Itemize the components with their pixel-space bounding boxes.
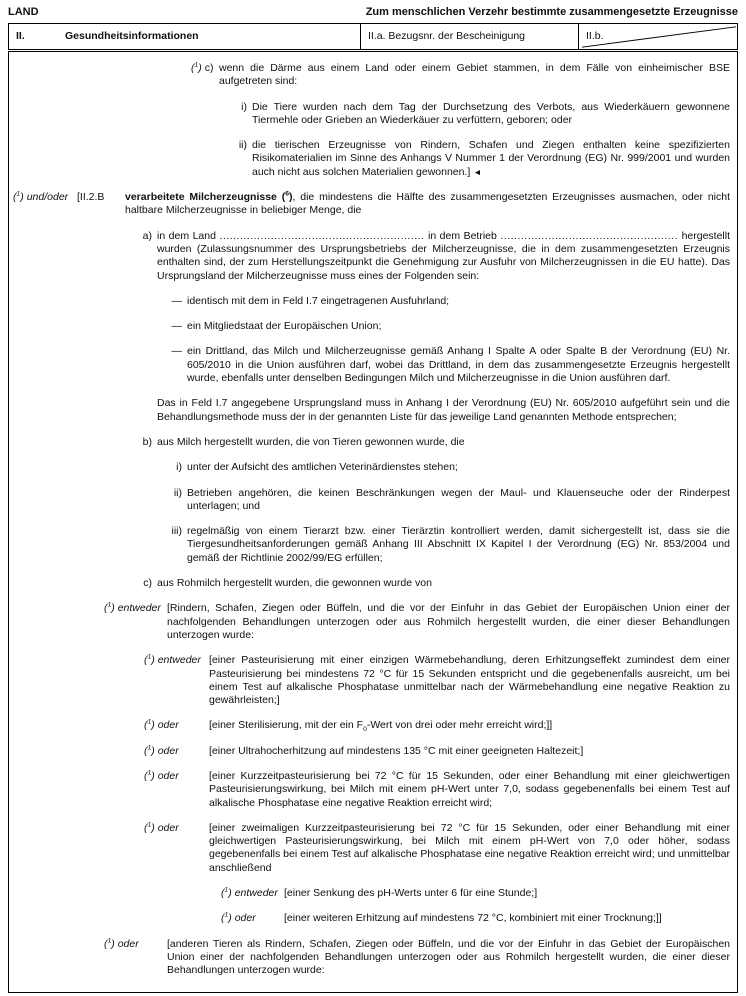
clause-bse [191,61,730,89]
conjunction: entweder [157,654,201,667]
footnote-marker-entweder: ($^1$) entweder [104,601,161,615]
footnote-marker-entweder: ($^1$) entweder [144,653,201,667]
item-text: aus Milch hergestellt wurden, die von Tieren gewonnen wurde, die [157,435,465,448]
item-text: ein Mitgliedstaat der Europäischen Union; [187,320,382,333]
end-of-amendment-icon: ◄ [473,166,482,177]
treatment-text: [einer zweimaligen Kurzzeitpasteurisierung bei 72 °C für 15 Sekunden, oder einer Behandlung mit einer gleichwertigen Pasteurisierungswirkung, bei Milch mit einem pH-Wert von 7,0 oder höher, sodass gegebenenfalls bei einem Test auf alkalische Phosphatase eine negative Reaktion erreicht wird; und unmittelbar anschließend [209,821,730,874]
footnote-number: 1 [224,911,229,919]
item-text: identisch mit dem in Feld I.7 eingetragenen Ausfuhrland; [187,294,450,307]
footnote-number: 1 [16,190,21,198]
conjunction: oder [157,821,179,834]
item-text: Betrieben angehören, die keinen Beschränkungen wegen der Maul- und Klauenseuche oder der Rinderpest unterlagen; und [187,486,730,512]
conjunction: oder [117,937,139,950]
dash-bullet: — [171,294,182,307]
item-text: in dem Land [157,229,216,242]
footnote-number: 1 [107,601,112,609]
item-b-i [176,461,730,474]
item-a [142,229,731,283]
clause-bold-title: verarbeitete Milcherzeugnisse [125,191,277,204]
footnote-number: 1 [194,61,199,69]
roman-numeral: i) [176,461,182,474]
footnote-marker: ($^1$) c) [191,61,214,74]
footnote-number: 6 [285,190,289,198]
footnote-number: 1 [107,937,112,945]
footnote-ref: ($^6$) [281,190,293,204]
item-a-dash-2 [171,320,730,333]
section-title: Gesundheitsinformationen [65,30,199,42]
item-a-dash-1 [171,294,730,308]
item-text: aus Rohmilch hergestellt wurden, die gewonnen wurde von [157,577,432,590]
option-entweder-ruminants [104,601,730,642]
footnote-number: 1 [147,653,152,661]
footnote-marker-oder: ($^1$) oder [144,769,179,782]
item-text: Die Tiere wurden nach dem Tag der Durchsetzung des Verbots, aus Wiederkäuern gewonnene Tiermehle oder Grieben an Wiederkäuer zu verfüttern, geboren; oder [252,100,730,126]
followup-ph-lowering [221,886,730,900]
followup-text: [einer weiteren Erhitzung auf mindestens 72 °C, kombiniert mit einer Trocknung;]] [284,912,662,925]
header-cell-health-info [9,24,361,49]
treatment-text: [einer Kurzzeitpasteurisierung bei 72 °C für 15 Sekunden, oder einer Behandlung mit einer gleichwertigen Pasteurisierungswirkung, bei Milch mit einem pH-Wert unter 7,0, sodass gegebenenfalls bei einem Test auf alkalische Phosphatase eine negative Reaktion erreicht wird; [209,769,730,809]
conjunction: und/oder [26,191,69,204]
item-b [142,435,730,449]
conjunction: oder [157,744,179,757]
conjunction: oder [157,719,179,732]
page-top-header [8,4,738,23]
roman-numeral: ii) [238,139,247,152]
roman-numeral: ii) [173,486,182,499]
footnote-number: 1 [147,821,152,829]
item-letter: c) [204,62,214,74]
item-letter: c) [143,577,152,590]
header-cell-iib [579,24,737,49]
item-text: unter der Aufsicht des amtlichen Veterinärdienstes stehen; [187,461,458,474]
header-cell-reference-number: II.a. Bezugsnr. der Bescheinigung [361,24,579,49]
conjunction: oder [157,769,179,782]
roman-numeral: i) [241,100,247,113]
followup-text: [einer Senkung des pH-Werts unter 6 für eine Stunde;] [284,887,538,900]
land-label: LAND [8,6,39,18]
option-text: [Rindern, Schafen, Ziegen oder Büffeln, und die vor der Einfuhr in das Gebiet der Europäischen Union einer der nachfolgenden Behandlungen unterzogen oder aus Rohmilch hergestellt wurden, die einer dieser Behandlungen unterzogen wurde: [167,602,730,641]
footnote-number: 1 [224,886,229,894]
footnote-marker-oder: ($^1$) oder [144,718,179,732]
item-text: ein Drittland, das Milch und Milcherzeugnisse gemäß Anhang I Spalte A oder Spalte B der Verordnung (EU) Nr. 605/2010 in die Union ausführen darf, wobei das Drittland, in dem das zusammengesetzte Erzeugnis hergestellt wurde, ebenfalls unter denselben Bedingungen Milch und Milcherzeugnisse in die Union ausführen darf. [187,345,730,385]
footnote-marker-oder: ($^1$) oder [221,911,256,925]
clause-reference: [II.2.B [77,191,105,204]
treatment-uht [144,744,730,758]
fill-in-dotted-line: .................................................... [500,229,679,242]
health-information-body [8,51,738,993]
clause-bse-item-i [241,100,730,128]
followup-reheating [221,911,730,925]
item-b-iii [171,525,730,565]
dash-bullet: — [171,345,182,358]
clause-bse-item-ii [238,139,730,179]
conjunction: entweder [234,887,278,900]
treatment-text: [einer Pasteurisierung mit einer einzigen Wärmebehandlung, deren Erhitzungseffekt zumindest dem einer Pasteurisierung bei mindestens 72 °C für 15 Sekunden entspricht und die gegebenenfalls ausreicht, um bei einem Test auf alkalische Phosphatase unmittelbar nach der Wärmebehandlung eine negative Reaktion zu gewährleisten;] [209,654,730,707]
f0-subscript: 0 [363,726,367,734]
iib-label: II.b. [586,30,604,42]
item-letter: b) [142,435,152,448]
item-a-dash-3 [171,345,730,385]
treatment-text: [einer Ultrahocherhitzung auf mindestens 135 °C mit einer geeigneten Haltezeit;] [209,744,584,757]
item-letter: a) [142,229,152,242]
clause-ii2b [13,190,731,218]
footnote-marker-oder: ($^1$) oder [104,937,139,950]
treatment-pasteurisation [144,653,730,707]
footnote-marker-oder: ($^1$) oder [144,744,179,757]
footnote-number: 1 [147,718,152,726]
item-text: regelmäßig von einem Tierarzt bzw. einer Tierärztin kontrolliert werden, damit sichergestellt ist, dass sie die Tiergesundheitsanforderungen gemäß Anhang III Abschnitt IX Kapitel I der Verordnung (EG) Nr. 853/2004 und gemäß der Richtlinie 2002/99/EG erfüllen; [187,525,730,564]
item-a-closing: Das in Feld I.7 angegebene Ursprungsland muss in Anhang I der Verordnung (EU) Nr. 605/2010 aufgeführt sein und die Behandlungsmethode muss der in der genannten Liste für das jeweilige Land genannten Methode entsprechen; [157,397,730,423]
clause-text: , die mindestens die Hälfte des zusammengesetzten Erzeugnisses ausmachen, oder nicht haltbare Milcherzeugnisse in beliebiger Menge, die [125,191,731,217]
item-c [143,577,730,590]
item-b-ii [173,486,730,514]
item-text: in dem Betrieb [428,229,497,242]
treatment-double-htst [144,821,730,875]
section-number: II. [16,30,25,42]
roman-numeral: iii) [171,525,182,538]
header-table [8,23,738,50]
option-oder-other-animals [104,937,730,978]
option-text: [anderen Tieren als Rindern, Schafen, Ziegen oder Büffeln, und die vor der Einfuhr in das Gebiet der Europäischen Union einer der nachfolgenden Behandlungen unterzogen oder aus Rohmilch hergestellt wurden, die einer dieser Behandlungen unterzogen wurde: [167,937,730,977]
footnote-marker-oder: ($^1$) oder [144,821,179,834]
footnote-marker-undoder: ($^1$) und/oder [13,190,69,204]
footnote-marker-entweder: ($^1$) entweder [221,886,278,900]
page-title: Zum menschlichen Verzehr bestimmte zusammengesetzte Erzeugnisse [365,6,738,18]
clause-text: wenn die Därme aus einem Land oder einem Gebiet stammen, in dem Fälle von einheimischer BSE aufgetreten sind: [219,62,730,88]
footnote-number: 1 [147,769,152,777]
fill-in-dotted-line: ............................................................ [219,229,425,242]
dash-bullet: — [171,320,182,333]
treatment-text: -Wert von drei oder mehr erreicht wird;]] [366,719,553,732]
treatment-text: [einer Sterilisierung, mit der ein F [209,719,364,732]
treatment-sterilisation [144,718,730,734]
conjunction: oder [234,912,256,925]
treatment-htst [144,769,730,810]
item-text: die tierischen Erzeugnisse von Rindern, Schafen und Ziegen enthalten keine spezifizierten Risikomaterialien im Sinne des Anhangs V Nummer 1 der Verordnung (EG) Nr. 999/2001 und wurden auch nicht aus solchen Materialien gewonnen.] [252,139,730,178]
item-text: hergestellt wurden (Zulassungsnummer des Ursprungsbetriebs der Milcherzeugnisse, die in dem zusammengesetzten Erzeugnis enthalten sind, der zum Herstellungszeitpunkt die Genehmigung zur Ausfuhr von Milcherzeugnissen in die EU hatte). Das Ursprungsland der Milcherzeugnisse muss eines der Folgenden sein: [157,229,731,282]
conjunction: entweder [117,602,161,615]
footnote-number: 1 [147,744,152,752]
